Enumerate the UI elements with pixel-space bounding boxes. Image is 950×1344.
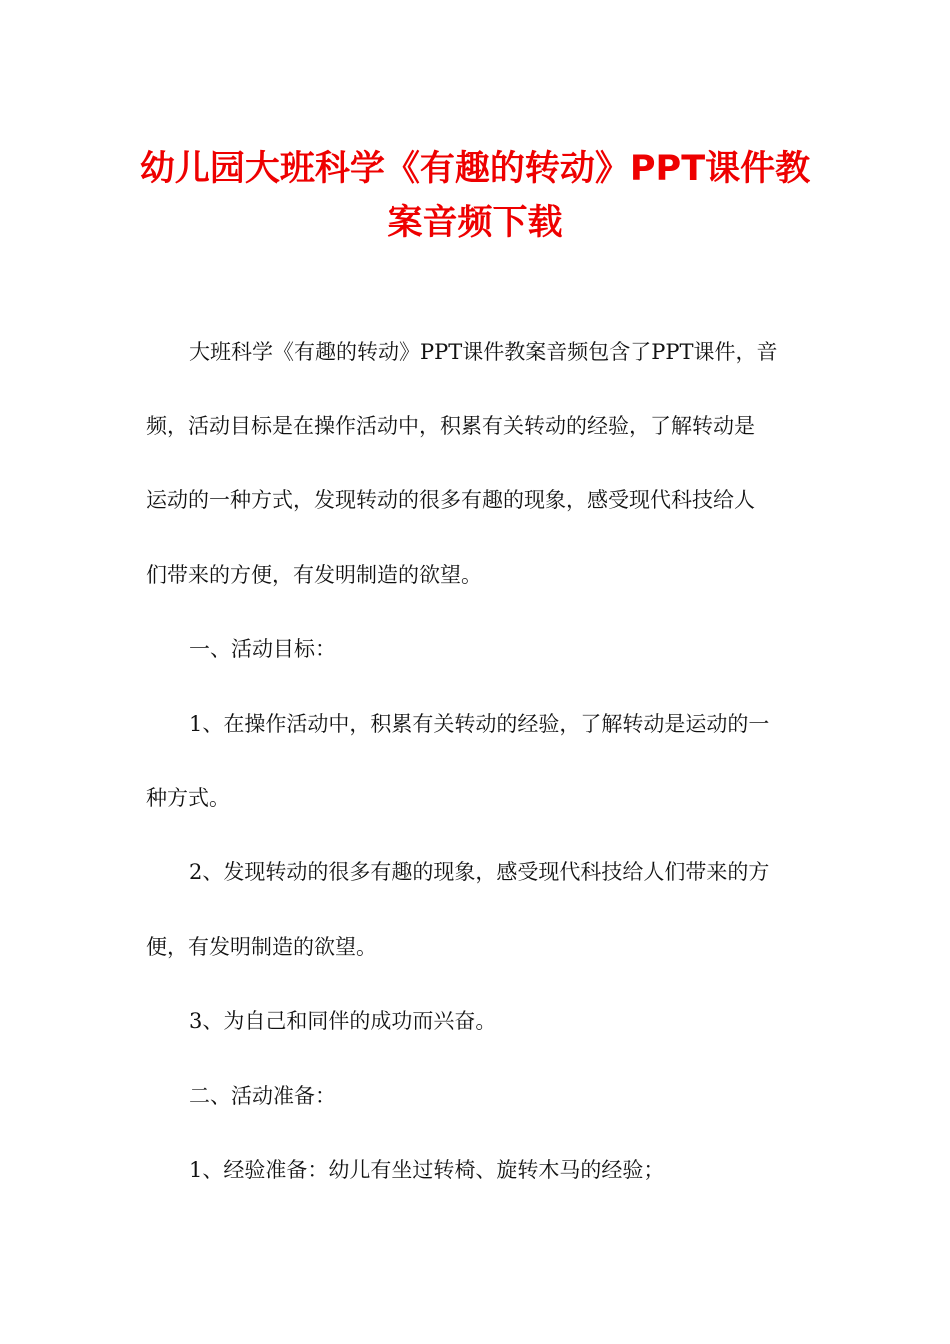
goal-3: 3、为自己和同伴的成功而兴奋。 xyxy=(189,1009,497,1033)
intro-line-3: 运动的一种方式，发现转动的很多有趣的现象，感受现代科技给人 xyxy=(146,488,755,512)
goal-2-line-2: 便，有发明制造的欲望。 xyxy=(146,935,377,959)
section-heading-preparation: 二、活动准备： xyxy=(189,1084,336,1108)
title-line-2: 案音频下载 xyxy=(387,203,563,243)
intro-line-2: 频，活动目标是在操作活动中，积累有关转动的经验，了解转动是 xyxy=(146,414,755,438)
goal-1-line-1: 1、在操作活动中，积累有关转动的经验，了解转动是运动的一 xyxy=(189,712,770,736)
goal-1-line-2: 种方式。 xyxy=(146,786,230,810)
section-heading-goals: 一、活动目标： xyxy=(189,637,336,661)
goal-2-line-1: 2、发现转动的很多有趣的现象，感受现代科技给人们带来的方 xyxy=(189,860,770,884)
title-line-1: 幼儿园大班科学《有趣的转动》PPT课件教 xyxy=(139,149,811,189)
intro-line-1: 大班科学《有趣的转动》PPT课件教案音频包含了PPT课件，音 xyxy=(189,340,778,364)
document-title xyxy=(120,142,830,250)
intro-line-4: 们带来的方便，有发明制造的欲望。 xyxy=(146,563,482,587)
preparation-1: 1、经验准备：幼儿有坐过转椅、旋转木马的经验； xyxy=(189,1158,665,1182)
